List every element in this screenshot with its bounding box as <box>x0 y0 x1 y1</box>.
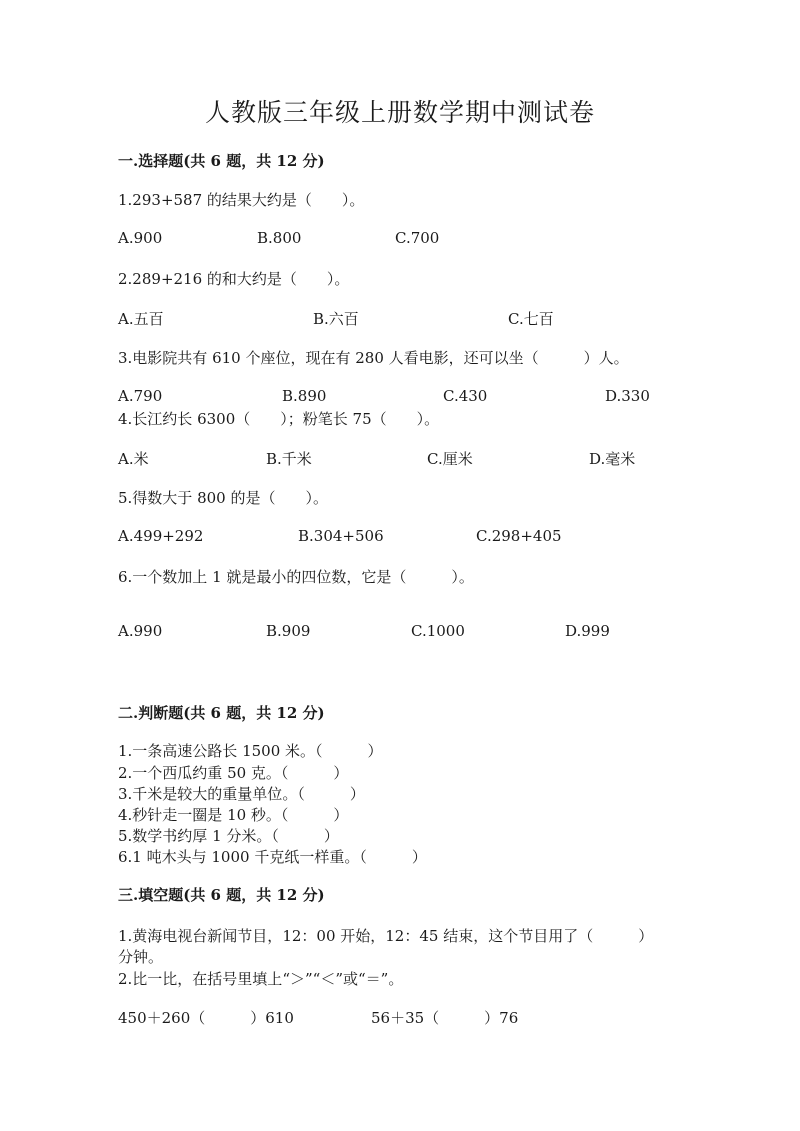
option-a: A.米 <box>118 450 149 468</box>
compare-expression: 56＋35（ ）76 <box>371 1009 519 1027</box>
judge-item: 3.千米是较大的重量单位。（ ） <box>118 785 365 803</box>
option-c: C.700 <box>395 229 440 247</box>
option-a: A.900 <box>118 229 163 247</box>
question-text: 1.293+587 的结果大约是（ ）。 <box>118 191 365 209</box>
question-text: 5.得数大于 800 的是（ ）。 <box>118 489 328 507</box>
section-heading-judge: 二.判断题(共 6 题，共 12 分) <box>118 704 325 722</box>
option-d: D.330 <box>605 387 650 405</box>
section-heading-choice: 一.选择题(共 6 题，共 12 分) <box>118 152 325 170</box>
option-c: C.厘米 <box>427 450 473 468</box>
compare-expression: 450＋260（ ）610 <box>118 1009 294 1027</box>
option-b: B.千米 <box>266 450 312 468</box>
option-c: C.430 <box>443 387 488 405</box>
option-a: A.499+292 <box>118 527 204 545</box>
option-a: A.五百 <box>118 310 164 328</box>
page-title: 人教版三年级上册数学期中测试卷 <box>204 98 595 127</box>
question-text: 2.289+216 的和大约是（ ）。 <box>118 270 350 288</box>
option-a: A.790 <box>118 387 163 405</box>
option-c: C.298+405 <box>476 527 562 545</box>
question-text: 4.长江约长 6300（ ）；粉笔长 75（ ）。 <box>118 410 440 428</box>
option-d: D.999 <box>565 622 610 640</box>
fill-question-line: 1.黄海电视台新闻节目，12：00 开始，12：45 结束，这个节目用了（ ） <box>118 927 654 945</box>
fill-question: 2.比一比，在括号里填上“＞”“＜”或“＝”。 <box>118 970 404 988</box>
option-b: B.909 <box>266 622 311 640</box>
fill-question-line: 分钟。 <box>118 948 164 966</box>
question-text: 6.一个数加上 1 就是最小的四位数，它是（ ）。 <box>118 568 474 586</box>
judge-item: 1.一条高速公路长 1500 米。（ ） <box>118 742 383 760</box>
judge-item: 2.一个西瓜约重 50 克。（ ） <box>118 764 349 782</box>
option-c: C.1000 <box>411 622 465 640</box>
option-b: B.800 <box>257 229 302 247</box>
option-b: B.304+506 <box>298 527 384 545</box>
option-c: C.七百 <box>508 310 554 328</box>
option-d: D.毫米 <box>589 450 636 468</box>
judge-item: 6.1 吨木头与 1000 千克纸一样重。（ ） <box>118 848 427 866</box>
judge-item: 5.数学书约厚 1 分米。（ ） <box>118 827 339 845</box>
option-a: A.990 <box>118 622 163 640</box>
question-text: 3.电影院共有 610 个座位，现在有 280 人看电影，还可以坐（ ）人。 <box>118 349 629 367</box>
section-heading-fill: 三.填空题(共 6 题，共 12 分) <box>118 886 325 904</box>
option-b: B.890 <box>282 387 327 405</box>
option-b: B.六百 <box>313 310 359 328</box>
judge-item: 4.秒针走一圈是 10 秒。（ ） <box>118 806 349 824</box>
